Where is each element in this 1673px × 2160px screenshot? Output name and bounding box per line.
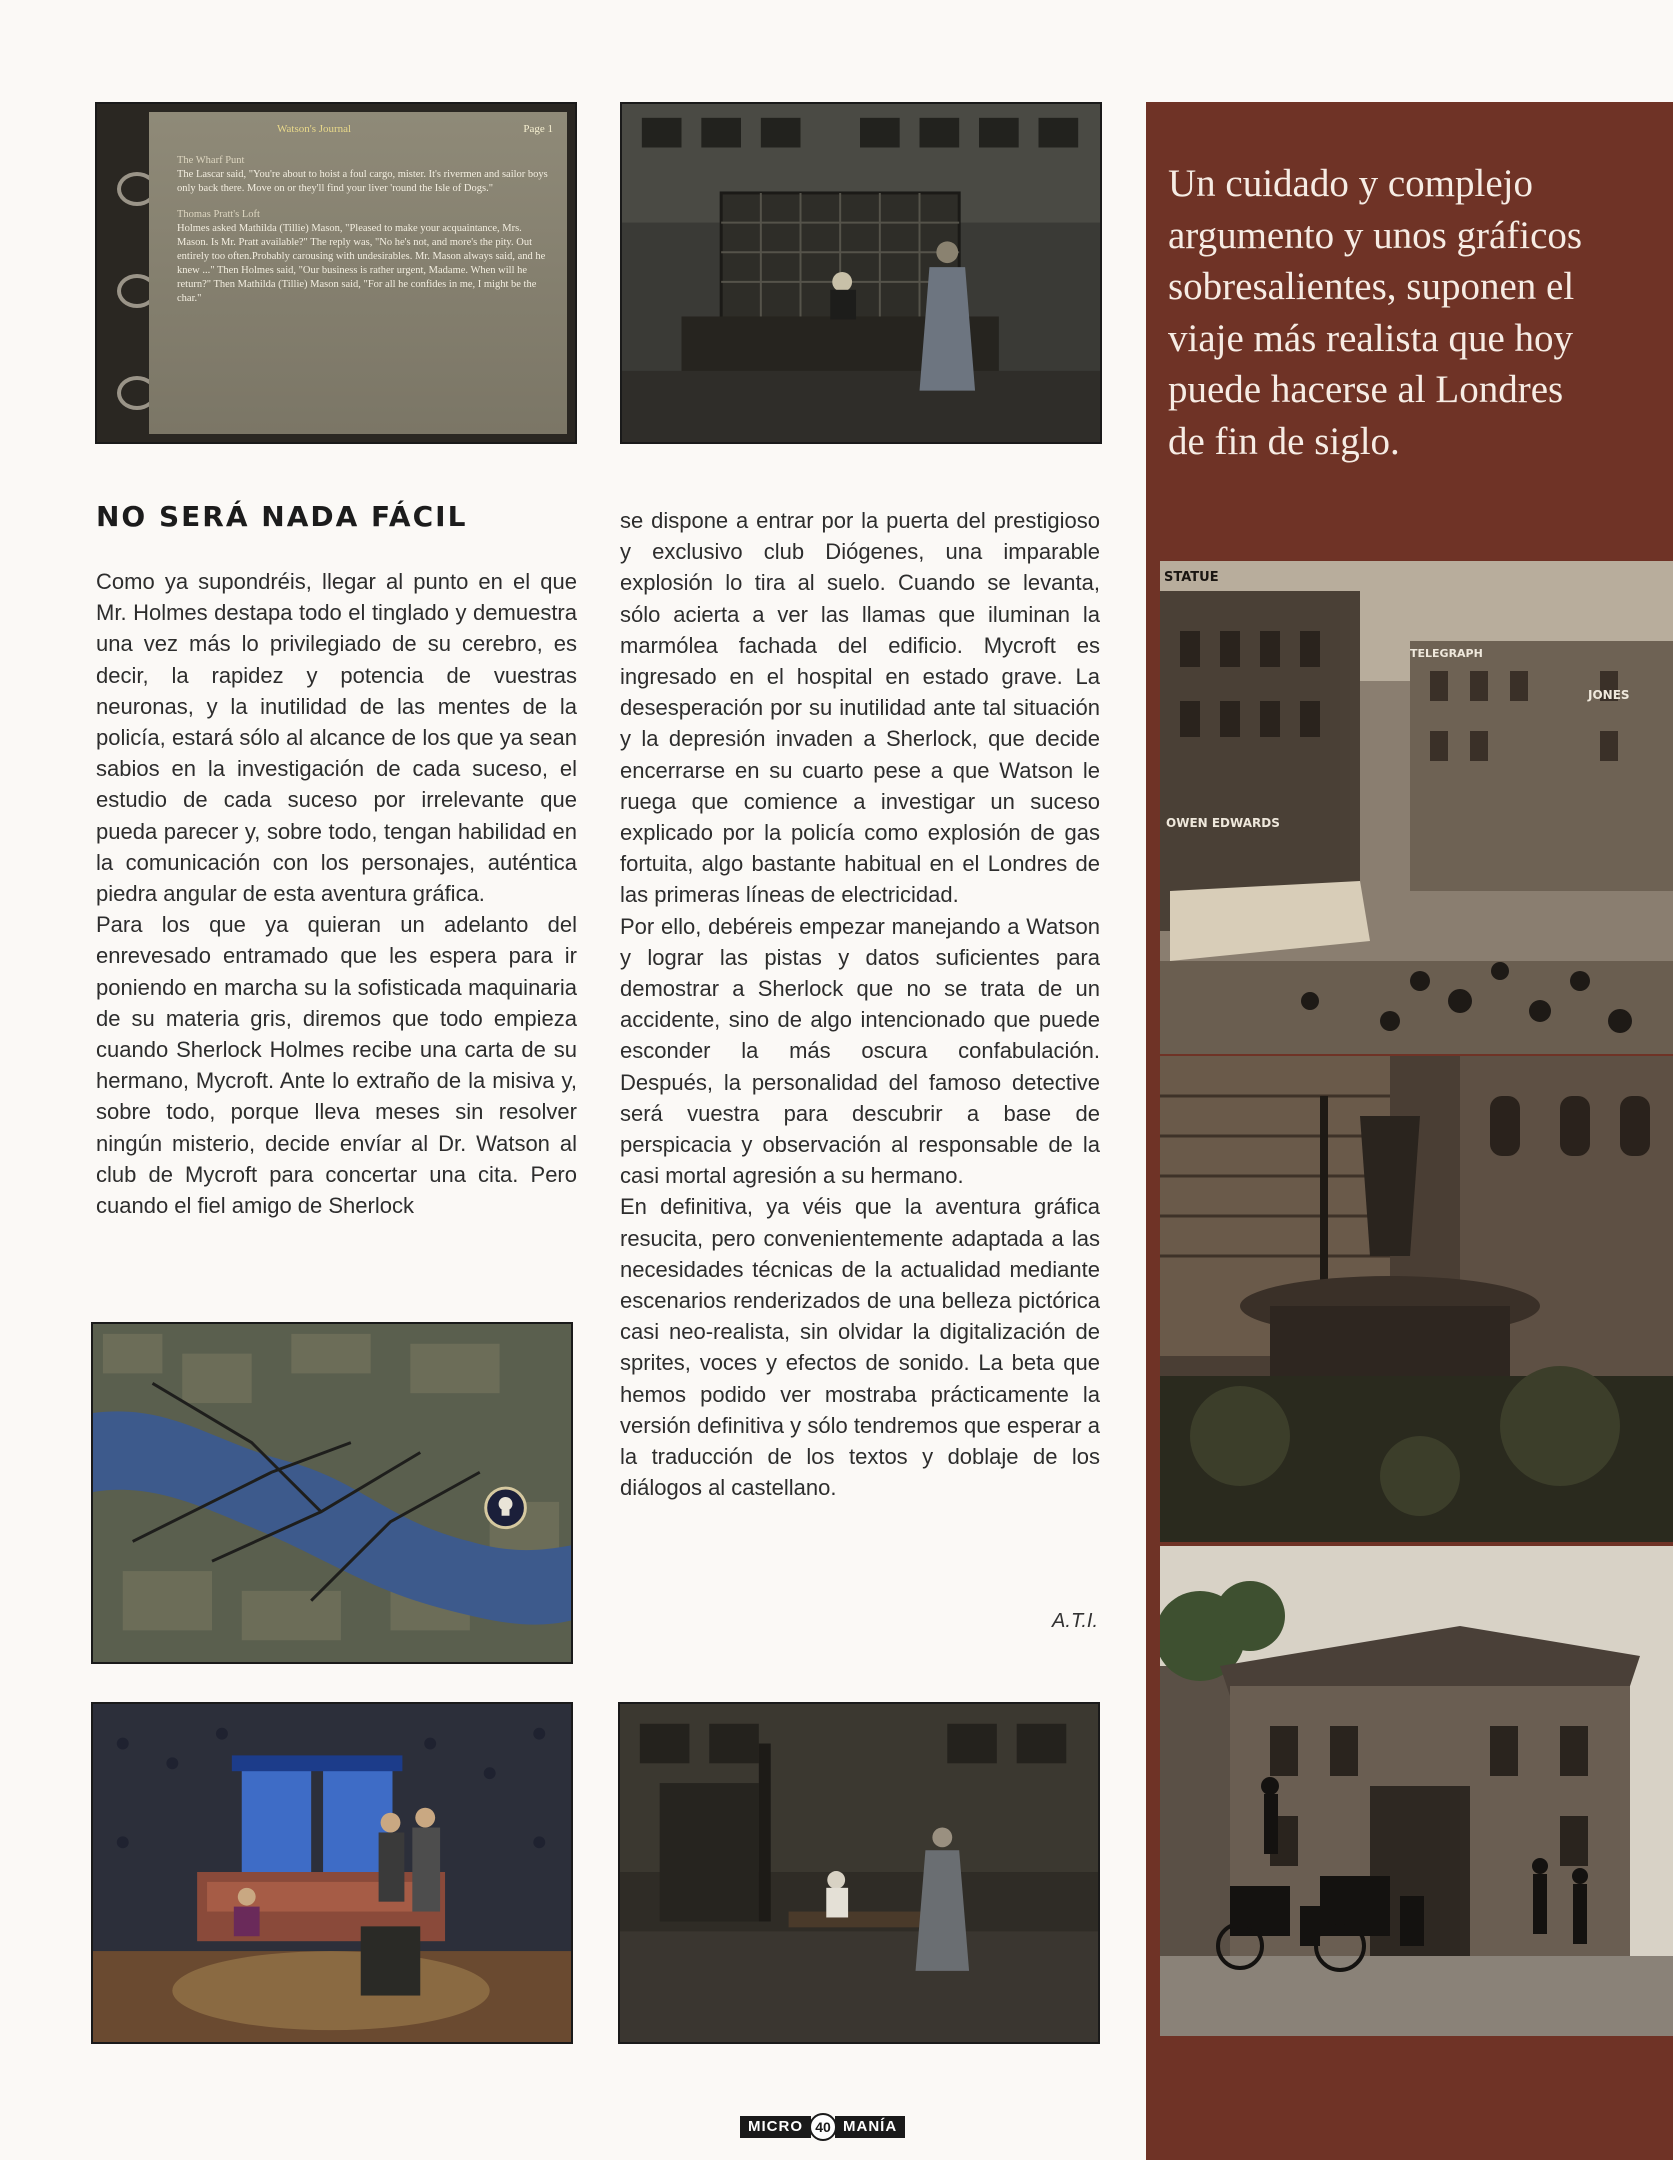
journal-entry-text: Holmes asked Mathilda (Tillie) Mason, "Pleased to make your acquaintance, Mrs. Mason. Is Mr. Pratt available?" The reply was, "No he's not, and more's the pity. Out entirely too often.Probably carousing with undesirables. Mr. Mason always said, and he knew ..." Then Holmes said, "Our business is rather urgent, Madame. When will he return?" Then Mathilda (Tillie) Mason said, "For all he confides in me, I might be the char." [177,223,546,304]
footer-brand-left: MICRO [740,2116,811,2138]
journal-title: Watson's Journal [277,123,352,135]
london-street-photo [1160,561,1673,1054]
pull-quote: Un cuidado y complejo argumento y unos gráficos sobresalientes, suponen el viaje más realista que hoy puede hacerse al Londres de fin de siglo. [1168,162,1583,463]
street-sign-text: OWEN EDWARDS [1166,816,1280,830]
paragraph: Para los que ya quieran un adelanto del enrevesado entramado que les espera para ir poniendo en marcha su la sofisticada maquinaria de su materia gris, diremos que todo empieza cuando Sherlock Holmes recibe una carta de su hermano, Mycroft. Ante lo extraño de la misiva y, sobre todo, porque lleva meses sin resolver ningún misterio, decide envíar al Dr. Watson al club de Mycroft para concertar una cita. Pero cuando el fiel amigo de Sherlock [96,912,577,1219]
journal-entry-location: The Wharf Punt [177,155,245,166]
footer-brand-right: MANÍA [835,2116,905,2138]
notebook-rings [105,104,153,442]
journal-page [149,112,567,434]
paragraph: se dispone a entrar por la puerta del prestigioso y exclusivo club Diógenes, una imparable explosión lo tira al suelo. Cuando se levanta, sólo acierta a ver las llamas que iluminan la marmólea fachada del edificio. Mycroft es ingresado en el hospital en estado grave. La desesperación por su inutilidad ante tal situación y la depresión invaden a Sherlock, que decide encerrarse en su cuarto pese a que Watson le ruega que comience a investigar un suceso explicado por la policía como explosión de gas fortuita, algo bastante habitual en el Londres de las primeras líneas de electricidad. [620,508,1100,908]
page-number: 40 [809,2113,837,2141]
journal-entry-text: The Lascar said, "You're about to hoist a foul cargo, mister. It's rivermen and sailor boys only back there. Move on or they'll find your liver 'round the Isle of Dogs." [177,169,548,194]
author-signature: A.T.I. [1052,1610,1098,1632]
page-footer [740,2113,905,2141]
paragraph: Por ello, debéreis empezar manejando a Watson y lograr las pistas y datos suficientes para demostrar a Sherlock que no se trata de un accidente, sino de algo intencionado que puede esconder la más oscura confabulación. Después, la personalidad del famoso detective será vuestra para descubrir a base de perspicacia y observación al responsable de la casi mortal agresión a su hermano. [620,913,1100,1189]
street-sign-text: STATUE [1164,570,1219,585]
journal-screenshot [95,102,577,444]
london-map-screenshot [91,1322,573,1664]
journal-page-number: Page 1 [523,123,553,135]
carriage-building-photo [1160,1546,1673,2036]
street-sign-text: TELEGRAPH [1410,647,1483,660]
journal-entry-location: Thomas Pratt's Loft [177,209,260,220]
club-office-screenshot [620,102,1102,444]
section-headline: NO SERÁ NADA FÁCIL [96,500,468,533]
street-sign-text: JONES [1588,688,1630,702]
article-column-2 [620,505,1100,1504]
club-interior-screenshot [618,1702,1100,2044]
paragraph: Como ya supondréis, llegar al punto en el que Mr. Holmes destapa todo el tinglado y demuestra una vez más lo privilegiado de su cerebro, es decir, la rapidez y potencia de vuestras neuronas, y la inutilidad de las mentes de la policía, estará sólo al alcance de los que ya sean sabios en la investigación de cada suceso, el estudio de cada suceso por irrelevante que pueda parecer y, sobre todo, tengan habilidad en la comunicación con los personajes, auténtica piedra angular de esta aventura gráfica. [96,569,577,907]
article-column-1 [96,566,577,1221]
parlour-screenshot [91,1702,573,2044]
paragraph: En definitiva, ya véis que la aventura gráfica resucita, pero convenientemente adaptada a las necesidades técnicas de la actualidad mediante escenarios renderizados de una belleza pictórica casi neo-realista, sin olvidar la digitalización de sprites, voces y efectos de sonido. La beta que hemos podido ver mostraba prácticamente la versión definitiva y sólo tendremos que esperar a la traducción de los textos y doblaje de los diálogos al castellano. [620,1194,1100,1501]
fountain-photo [1160,1056,1673,1542]
